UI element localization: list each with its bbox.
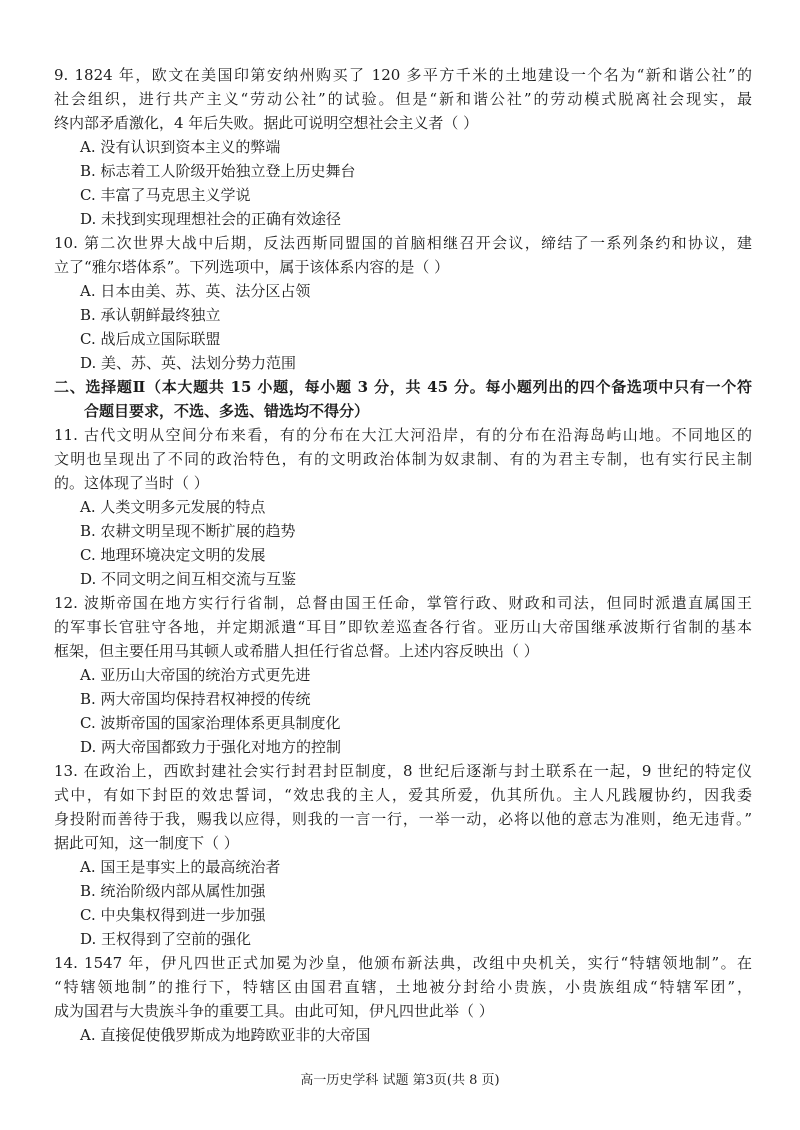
question-13-option-b: B. 统治阶级内部从属性加强 — [80, 882, 266, 900]
question-9-stem-line: 社会组织，进行共产主义“劳动公社”的试验。但是“新和谐公社”的劳动模式脱离社会现实，最 — [54, 90, 752, 108]
question-13-stem-line: 身投附而善待于我，赐我以应得，则我的一言一行，一举一动，必将以他的意志为准则，绝无违背。” — [54, 810, 752, 828]
question-10-option-d: D. 美、苏、英、法划分势力范围 — [80, 354, 297, 372]
section-ii-title-line: 二、选择题Ⅱ（本大题共 15 小题，每小题 3 分，共 45 分。每小题列出的四个备选项中只有一个符 — [54, 378, 752, 396]
question-9-option-a: A. 没有认识到资本主义的弊端 — [80, 138, 281, 156]
question-12-stem-line: 的军事长官驻守各地，并定期派遣“耳目”即钦差巡查各行省。亚历山大帝国继承波斯行省制的基本 — [54, 618, 752, 636]
question-9 — [54, 63, 752, 231]
question-9-stem-line: 9. 1824 年，欧文在美国印第安纳州购买了 120 多平方千米的土地建设一个名为“新和谐公社”的 — [54, 66, 752, 84]
question-11-stem-line: 文明也呈现出了不同的政治特色，有的文明政治体制为奴隶制、有的为君主专制，也有实行民主制 — [54, 450, 752, 468]
question-12-option-d: D. 两大帝国都致力于强化对地方的控制 — [80, 738, 342, 756]
question-14-stem-line: 成为国君与大贵族斗争的重要工具。由此可知，伊凡四世此举（ ） — [54, 1002, 494, 1020]
question-11-stem-line: 11. 古代文明从空间分布来看，有的分布在大江大河沿岸，有的分布在沿海岛屿山地。不同地区的 — [54, 426, 752, 444]
question-10-option-b: B. 承认朝鲜最终独立 — [80, 306, 221, 324]
question-13 — [54, 759, 752, 951]
question-12-option-c: C. 波斯帝国的国家治理体系更具制度化 — [80, 714, 341, 732]
question-10-option-a: A. 日本由美、苏、英、法分区占领 — [80, 282, 311, 300]
question-11-option-b: B. 农耕文明呈现不断扩展的趋势 — [80, 522, 296, 540]
question-10-stem-line: 10. 第二次世界大战中后期，反法西斯同盟国的首脑相继召开会议，缔结了一系列条约和协议，建 — [54, 234, 752, 252]
question-11-option-d: D. 不同文明之间互相交流与互鉴 — [80, 570, 297, 588]
question-14-stem-line: 14. 1547 年，伊凡四世正式加冕为沙皇，他颁布新法典，改组中央机关，实行“特辖领地制”。在 — [54, 954, 752, 972]
section-ii-heading — [54, 375, 752, 423]
question-9-option-b: B. 标志着工人阶级开始独立登上历史舞台 — [80, 162, 356, 180]
question-11 — [54, 423, 752, 591]
question-10-option-c: C. 战后成立国际联盟 — [80, 330, 221, 348]
question-11-option-c: C. 地理环境决定文明的发展 — [80, 546, 266, 564]
page-footer: 高一历史学科 试题 第3页(共 8 页) — [300, 1073, 500, 1088]
question-14 — [54, 951, 752, 1047]
question-12-stem-line: 框架，但主要任用马其顿人或希腊人担任行省总督。上述内容反映出（ ） — [54, 642, 539, 660]
question-12-option-a: A. 亚历山大帝国的统治方式更先进 — [80, 666, 311, 684]
question-13-option-d: D. 王权得到了空前的强化 — [80, 930, 252, 948]
question-13-option-c: C. 中央集权得到进一步加强 — [80, 906, 266, 924]
exam-page-body — [54, 63, 752, 1047]
question-10 — [54, 231, 752, 375]
question-9-option-d: D. 未找到实现理想社会的正确有效途径 — [80, 210, 342, 228]
question-12-option-b: B. 两大帝国均保持君权神授的传统 — [80, 690, 311, 708]
question-14-option-a: A. 直接促使俄罗斯成为地跨欧亚非的大帝国 — [80, 1026, 371, 1044]
question-13-stem-line: 13. 在政治上，西欧封建社会实行封君封臣制度，8 世纪后逐渐与封土联系在一起，9 世纪的特定仪 — [54, 762, 752, 780]
question-10-stem-line: 立了“雅尔塔体系”。下列选项中，属于该体系内容的是（ ） — [54, 258, 450, 276]
question-12 — [54, 591, 752, 759]
question-9-stem-line: 终内部矛盾激化，4 年后失败。据此可说明空想社会主义者（ ） — [54, 114, 479, 132]
question-11-option-a: A. 人类文明多元发展的特点 — [80, 498, 266, 516]
question-13-stem-line: 据此可知，这一制度下（ ） — [54, 834, 239, 852]
question-11-stem-line: 的。这体现了当时（ ） — [54, 474, 209, 492]
question-13-stem-line: 式中，有如下封臣的效忠誓词，“效忠我的主人，爱其所爱，仇其所仇。主人凡践履协约，因我委 — [54, 786, 752, 804]
question-9-option-c: C. 丰富了马克思主义学说 — [80, 186, 251, 204]
question-14-stem-line: “特辖领地制”的推行下，特辖区由国君直辖，土地被分封给小贵族，小贵族组成“特辖军团”， — [54, 978, 752, 996]
question-13-option-a: A. 国王是事实上的最高统治者 — [80, 858, 281, 876]
question-12-stem-line: 12. 波斯帝国在地方实行行省制，总督由国王任命，掌管行政、财政和司法，但同时派遣直属国王 — [54, 594, 752, 612]
section-ii-title-line: 合题目要求，不选、多选、错选均不得分） — [84, 402, 370, 420]
